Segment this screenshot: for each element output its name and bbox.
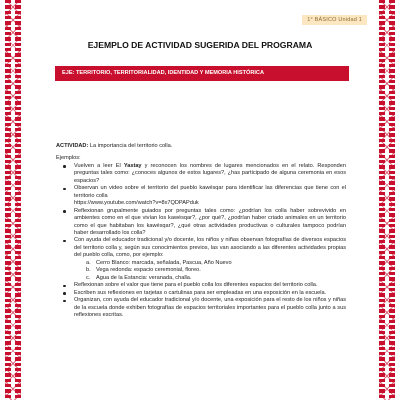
sublist-item: b. Vega redonda: espacio ceremonial, floreo. <box>86 267 201 274</box>
places-sublist <box>74 260 346 282</box>
list-item: Reflexionan sobre el valor que tiene para el pueblo colla los diferentes espacios del territorio colla. <box>74 282 346 289</box>
list-item: Organizan, con ayuda del educador tradicional y/o docente, una exposición para el resto de los niños y niñas de la escuela donde exhiben fotografías de espacios territoriales importantes para el pueblo colla junto a sus reflexiones escritas. <box>74 297 346 318</box>
right-decorative-border <box>379 0 395 400</box>
axis-banner: EJE: TERRITORIO, TERRITORIALIDAD, IDENTIDAD Y MEMORIA HISTÓRICA <box>55 66 349 81</box>
list-item: Vuelven a leer El Yastay y reconocen los nombres de lugares mencionados en el relato. Responden preguntas tales como: ¿conoces algunos de estos lugares?, ¿has participado de alguna ceremonia en esos espacios? <box>74 162 346 184</box>
examples-list <box>56 163 346 320</box>
book-title: Yastay <box>123 162 142 169</box>
sublist-item: a. Cerro Blanco: marcada, señalada, Pascua, Año Nuevo <box>86 259 232 266</box>
activity-line <box>56 143 346 150</box>
sublist-item: c. Agua de la Estancia: veranada, challa. <box>86 274 192 281</box>
activity-content <box>56 143 346 319</box>
list-item: Escriben sus reflexiones en tarjetas o cartulinas para ser empleadas en una exposición en la escuela. <box>74 290 346 297</box>
list-item: Con ayuda del educador tradicional y/o docente, los niños y niñas observan fotografías de diversos espacios del territorio colla y, según sus conocimientos previos, las van asociando a las diferentes actividades propias del pueblo colla, como, por ejemplo: a. Cerro Blanco: marcada, señalada, Pascua, Año Nuevo b. Vega redonda: espacio ceremonial, floreo. c. Agua de la Estancia: veranada, challa. <box>74 237 346 281</box>
activity-label: ACTIVIDAD: <box>56 143 89 149</box>
grade-unit-badge: 1° BÁSICO Unidad 1 <box>302 15 367 25</box>
activity-text: La importancia del territorio colla. <box>88 143 173 149</box>
examples-label: Ejemplos: <box>56 155 81 162</box>
list-item: Reflexionan grupalmente guiados por preguntas tales como: ¿podrían los colla haber sobrevivido en ambientes como en el que vivían los kawésqar?, ¿por qué?, ¿podrían haber criado animales en un territorio como el que habitaban los kawésqar?, ¿qué otras actividades productivas o culturales tampoco podrían haber desarrollado los colla? <box>74 207 346 236</box>
list-item: Observan un video sobre el territorio del pueblo kawésqar para identificar las diferencias que tiene con el territorio colla https://www.youtube.com/watch?v=8x7QDPAPduk <box>74 185 346 207</box>
page-title: EJEMPLO DE ACTIVIDAD SUGERIDA DEL PROGRAMA <box>87 40 313 50</box>
video-link[interactable]: https://www.youtube.com/watch?v=8x7QDPAPduk <box>74 200 199 207</box>
left-decorative-border <box>5 0 21 400</box>
